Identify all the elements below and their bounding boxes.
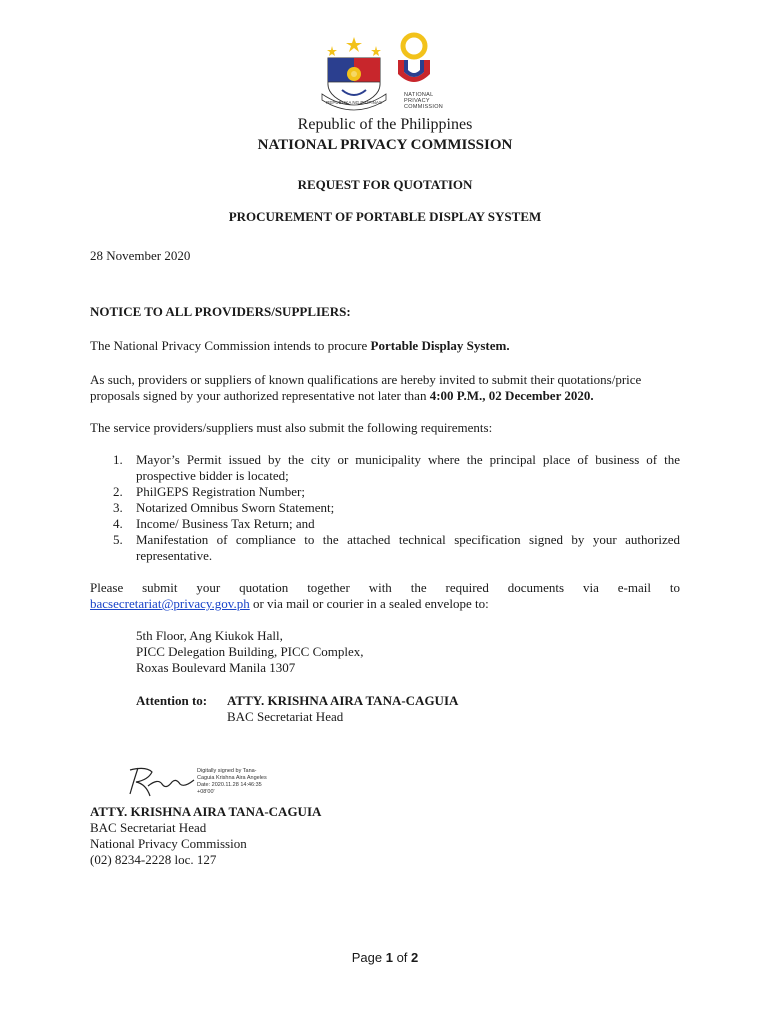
mailing-address (136, 628, 364, 676)
paragraph-submission (90, 580, 680, 612)
doc-subject: PROCUREMENT OF PORTABLE DISPLAY SYSTEM (228, 209, 542, 224)
npc-logo-text (404, 92, 444, 110)
requirement-item (104, 516, 680, 532)
digital-signature-line: Caguia Krishna Aira Angeles (197, 775, 267, 781)
republic-line: Republic of the Philippines (297, 116, 473, 133)
address-line: PICC Delegation Building, PICC Complex, (136, 644, 364, 659)
requirement-item (104, 452, 680, 484)
signatory-phone: (02) 8234-2228 loc. 127 (90, 852, 217, 867)
requirement-number: 2. (113, 484, 123, 499)
paragraph-invitation (90, 372, 680, 404)
requirement-text: Notarized Omnibus Sworn Statement; (136, 500, 335, 515)
page-current: 1 (385, 950, 393, 965)
handwritten-signature (118, 760, 198, 804)
requirement-number: 3. (113, 500, 123, 515)
page-label: Page (351, 950, 386, 965)
digital-signature-line: Date: 2020.11.28 14:46:35 (197, 782, 262, 788)
requirement-number: 4. (113, 516, 123, 531)
attention-name: ATTY. KRISHNA AIRA TANA-CAGUIA (227, 693, 459, 708)
page-total: 2 (411, 950, 419, 965)
intent-item: Portable Display System. (370, 338, 510, 353)
digital-signature-line: Digitally signed by Tana- (197, 768, 257, 774)
agency-name: NATIONAL PRIVACY COMMISSION (257, 137, 513, 153)
requirement-text: Income/ Business Tax Return; and (136, 516, 315, 531)
doc-title: REQUEST FOR QUOTATION (297, 177, 473, 192)
signatory-block (90, 804, 321, 868)
address-line: Roxas Boulevard Manila 1307 (136, 660, 296, 675)
submission-line2 (90, 596, 680, 612)
submission-text: or via mail or courier in a sealed envelope to: (249, 596, 489, 611)
requirement-item (104, 532, 680, 564)
deadline: 4:00 P.M., 02 December 2020. (429, 388, 594, 403)
attention-title: BAC Secretariat Head (227, 709, 344, 724)
requirement-item (104, 484, 680, 500)
email-link[interactable]: bacsecretariat@privacy.gov.ph (90, 596, 250, 611)
invitation-text: proposals signed by your authorized representative not later than (90, 388, 430, 403)
requirement-item (104, 500, 680, 516)
requirement-text: PhilGEPS Registration Number; (136, 484, 305, 499)
paragraph-requirements-intro: The service providers/suppliers must also submit the following requirements: (90, 420, 493, 435)
doc-date: 28 November 2020 (90, 248, 191, 263)
page-of: of (392, 950, 412, 965)
requirement-text: Mayor’s Permit issued by the city or municipality where the principal place of business of the prospective bidder is located; (136, 452, 680, 483)
npc-logo (392, 32, 436, 92)
signatory-title: BAC Secretariat Head (90, 820, 207, 835)
invitation-line1: As such, providers or suppliers of known qualifications are hereby invited to submit their quotations/price (90, 372, 642, 387)
requirements-list (104, 452, 680, 564)
digital-signature-stamp (197, 768, 267, 796)
signatory-name: ATTY. KRISHNA AIRA TANA-CAGUIA (90, 804, 322, 819)
intent-text: The National Privacy Commission intends to procure (90, 338, 371, 353)
requirement-number: 1. (113, 452, 123, 467)
notice-heading: NOTICE TO ALL PROVIDERS/SUPPLIERS: (90, 304, 351, 319)
seal-motto-text: REPUBLIKA NG PILIPINAS (326, 100, 382, 105)
signatory-org: National Privacy Commission (90, 836, 247, 851)
logo-group (320, 32, 444, 114)
page-number (0, 950, 770, 965)
submission-line1: Please submit your quotation together with the required documents via e-mail to (90, 580, 680, 595)
digital-signature-line: +08'00' (197, 789, 215, 795)
invitation-line2 (90, 388, 680, 404)
address-line: 5th Floor, Ang Kiukok Hall, (136, 628, 283, 643)
paragraph-intent (90, 338, 690, 354)
npc-logo-caption: NATIONAL PRIVACY COMMISSION (404, 92, 444, 110)
attention-block (227, 693, 458, 725)
attention-label: Attention to: (136, 693, 208, 708)
philippine-seal-logo (320, 34, 388, 114)
requirement-number: 5. (113, 532, 123, 547)
requirement-text: Manifestation of compliance to the attached technical specification signed by your authorized representative. (136, 532, 680, 563)
